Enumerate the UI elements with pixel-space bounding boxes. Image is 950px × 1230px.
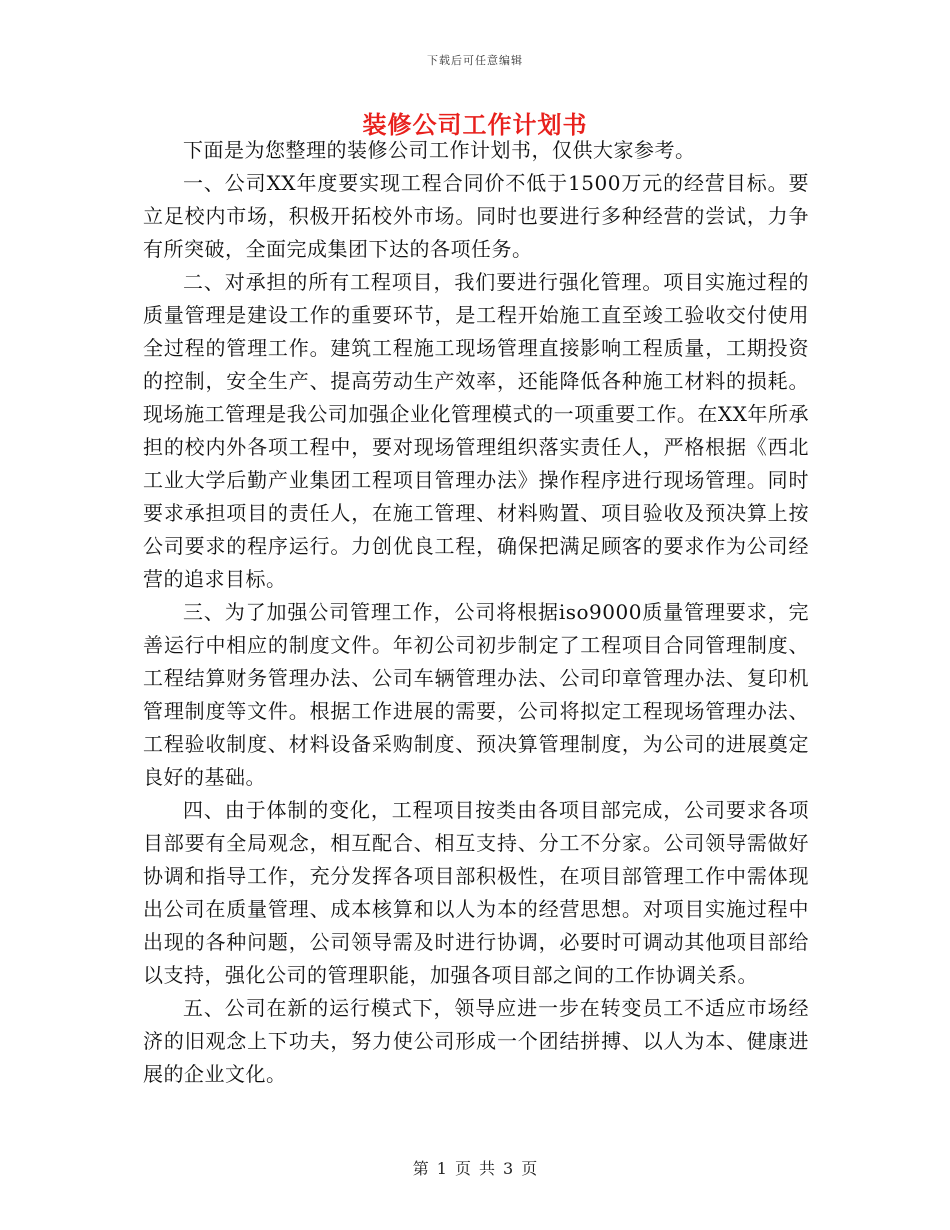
page-footer <box>0 1156 950 1179</box>
total-unit: 页 <box>521 1159 538 1178</box>
section-five-paragraph: 五、公司在新的运行模式下，领导应进一步在转变员工不适应市场经济的旧观念上下功夫，努力使公司形成一个团结拼搏、以人为本、健康进展的企业文化。 <box>143 996 809 1086</box>
document-body <box>143 134 809 1091</box>
section-three-paragraph: 三、为了加强公司管理工作，公司将根据iso9000质量管理要求，完善运行中相应的制度文件。年初公司初步制定了工程项目合同管理制度、工程结算财务管理办法、公司车辆管理办法、公司印章管理办法、复印机管理制度等文件。根据工作进展的需要，公司将拟定工程现场管理办法、工程验收制度、材料设备采购制度、预决算管理制度，为公司的进展奠定良好的基础。 <box>143 600 809 789</box>
document-title: 装修公司工作计划书 <box>362 110 588 139</box>
total-label: 共 <box>479 1159 496 1178</box>
page-unit: 页 <box>454 1159 471 1178</box>
section-two-paragraph: 二、对承担的所有工程项目，我们要进行强化管理。项目实施过程的质量管理是建设工作的重要环节，是工程开始施工直至竣工验收交付使用全过程的管理工作。建筑工程施工现场管理直接影响工程质量，工期投资的控制，安全生产、提高劳动生产效率，还能降低各种施工材料的损耗。现场施工管理是我公司加强企业化管理模式的一项重要工作。在XX年所承担的校内外各项工程中，要对现场管理组织落实责任人，严格根据《西北工业大学后勤产业集团工程项目管理办法》操作程序进行现场管理。同时要求承担项目的责任人，在施工管理、材料购置、项目验收及预决算上按公司要求的程序运行。力创优良工程，确保把满足顾客的要求作为公司经营的追求目标。 <box>143 270 809 591</box>
page-header-note: 下载后可任意编辑 <box>427 54 523 67</box>
section-one-paragraph: 一、公司XX年度要实现工程合同价不低于1500万元的经营目标。要立足校内市场，积极开拓校外市场。同时也要进行多种经营的尝试，力争有所突破，全面完成集团下达的各项任务。 <box>143 171 809 261</box>
page-label: 第 <box>412 1159 429 1178</box>
page-total: 3 <box>503 1159 514 1178</box>
section-four-paragraph: 四、由于体制的变化，工程项目按类由各项目部完成，公司要求各项目部要有全局观念，相互配合、相互支持、分工不分家。公司领导需做好协调和指导工作，充分发挥各项目部积极性，在项目部管理工作中需体现出公司在质量管理、成本核算和以人为本的经营思想。对项目实施过程中出现的各种问题，公司领导需及时进行协调，必要时可调动其他项目部给以支持，强化公司的管理职能，加强各项目部之间的工作协调关系。 <box>143 798 809 987</box>
intro-paragraph: 下面是为您整理的装修公司工作计划书，仅供大家参考。 <box>183 138 696 162</box>
page-current: 1 <box>436 1159 447 1178</box>
